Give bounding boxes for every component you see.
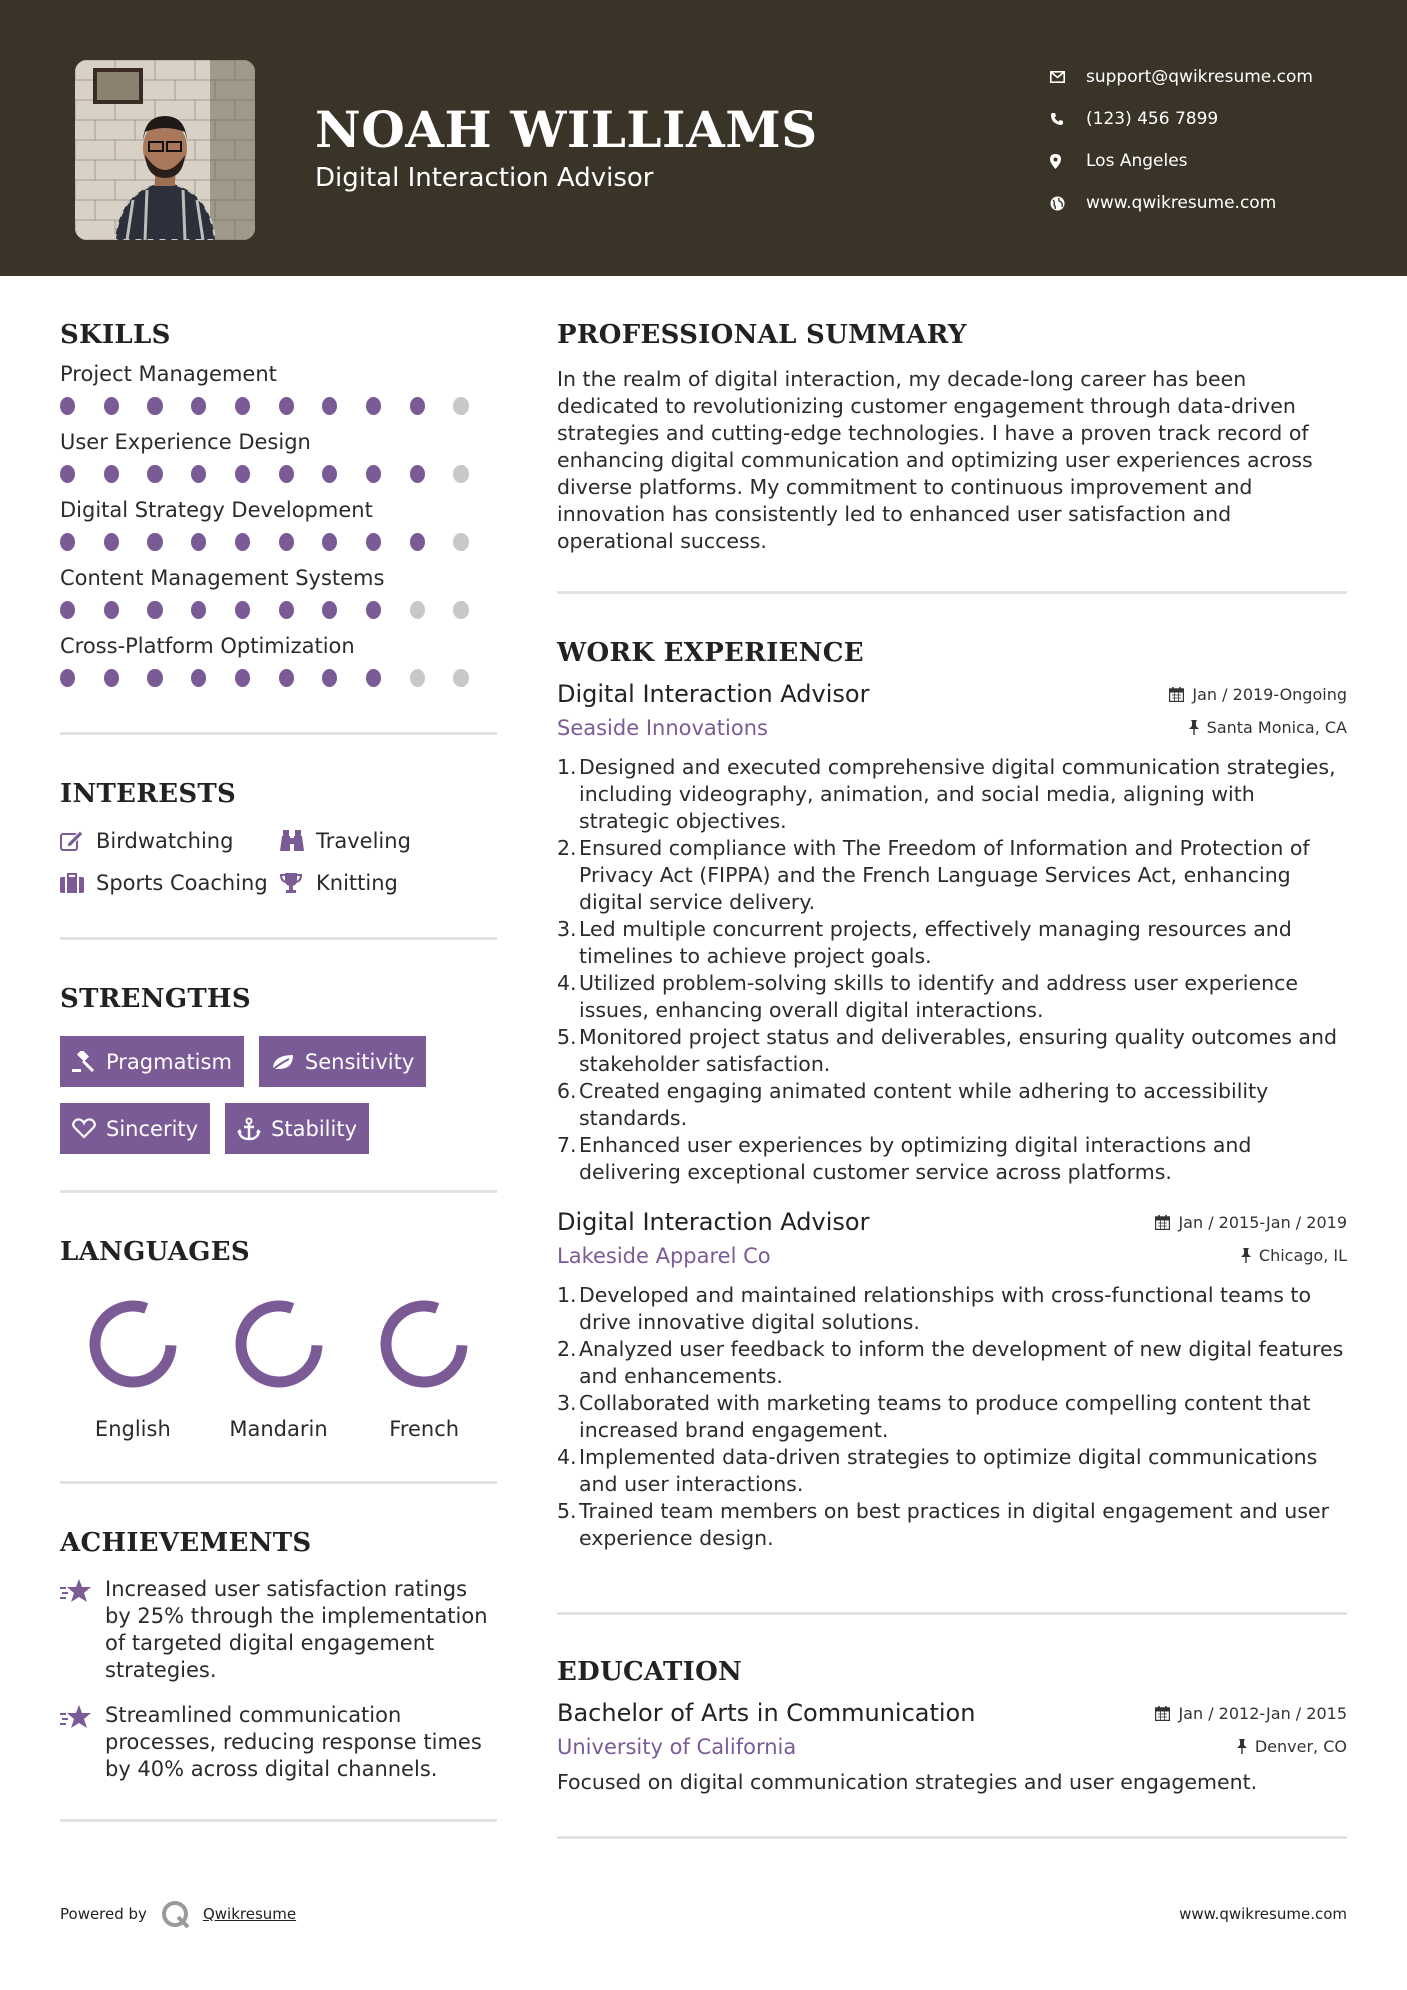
rating-dot-filled — [104, 669, 119, 687]
rating-dot-empty — [453, 397, 468, 415]
section-divider — [557, 591, 1347, 594]
rating-dot-filled — [235, 533, 250, 551]
achievements-section — [60, 1528, 497, 1783]
education-dates-text: Jan / 2012-Jan / 2015 — [1178, 1704, 1347, 1723]
language-name: Mandarin — [229, 1417, 328, 1441]
pencil-square-icon — [60, 831, 96, 851]
profile-photo — [75, 60, 255, 240]
contact-location-text: Los Angeles — [1086, 151, 1188, 171]
skill-item — [60, 430, 497, 486]
language-item — [206, 1299, 352, 1441]
interest-item — [60, 871, 280, 895]
strength-label: Stability — [271, 1116, 358, 1141]
language-name: English — [94, 1417, 171, 1441]
achievement-text: Increased user satisfaction ratings by 25% through the implementation of targeted digital engagement strategies. — [105, 1577, 488, 1682]
education-description: Focused on digital communication strategies and user engagement. — [557, 1770, 1258, 1794]
strength-label: Sensitivity — [304, 1049, 415, 1074]
gavel-icon — [72, 1051, 106, 1073]
interest-label: Birdwatching — [96, 829, 234, 853]
language-level-arc — [239, 1305, 318, 1384]
job-location — [1241, 1246, 1347, 1265]
job-company: Seaside Innovations — [557, 716, 768, 740]
skill-rating — [60, 462, 497, 486]
language-level-arc — [385, 1305, 464, 1384]
achievements-heading: ACHIEVEMENTS — [60, 1528, 312, 1558]
rating-dot-filled — [366, 601, 381, 619]
anchor-icon — [237, 1117, 271, 1141]
rating-dot-filled — [60, 669, 75, 687]
rating-dot-empty — [453, 465, 468, 483]
rating-dot-filled — [322, 397, 337, 415]
strength-tag — [60, 1103, 210, 1154]
strengths-heading: STRENGTHS — [60, 984, 251, 1014]
education-dates — [1155, 1704, 1347, 1723]
star-icon — [60, 1702, 105, 1783]
calendar-icon — [1155, 1706, 1170, 1721]
left-column — [60, 320, 497, 1822]
contact-email-text: support@qwikresume.com — [1086, 67, 1313, 87]
skill-item — [60, 566, 497, 622]
job-bullet: 2. Analyzed user feedback to inform the development of new digital features and enhancements. — [557, 1337, 1344, 1388]
rating-dot-filled — [235, 669, 250, 687]
summary-heading: PROFESSIONAL SUMMARY — [557, 320, 967, 350]
rating-dot-filled — [191, 397, 206, 415]
interest-label: Traveling — [316, 829, 411, 853]
job-location-text: Santa Monica, CA — [1206, 718, 1347, 737]
leaf-icon — [271, 1053, 305, 1071]
pushpin-icon — [1237, 1739, 1247, 1754]
skills-section — [60, 320, 497, 690]
skill-name: Content Management Systems — [60, 566, 385, 590]
rating-dot-filled — [279, 533, 294, 551]
job-dates — [1155, 1213, 1347, 1232]
phone-icon — [1050, 112, 1086, 126]
section-divider — [557, 1612, 1347, 1615]
rating-dot-filled — [322, 669, 337, 687]
calendar-icon — [1155, 1215, 1170, 1230]
language-level-ring — [88, 1299, 178, 1389]
rating-dot-filled — [235, 397, 250, 415]
candidate-name: NOAH WILLIAMS — [315, 100, 818, 159]
contact-phone-text: (123) 456 7899 — [1086, 109, 1219, 129]
resume-header — [0, 0, 1407, 276]
rating-dot-filled — [147, 669, 162, 687]
rating-dot-empty — [453, 669, 468, 687]
interest-label: Knitting — [316, 871, 398, 895]
candidate-title: Digital Interaction Advisor — [315, 163, 654, 193]
job-dates-text: Jan / 2015-Jan / 2019 — [1178, 1213, 1347, 1232]
rating-dot-filled — [279, 601, 294, 619]
strength-tag — [60, 1036, 244, 1087]
rating-dot-filled — [104, 465, 119, 483]
job-dates-text: Jan / 2019-Ongoing — [1192, 685, 1347, 704]
pushpin-icon — [1241, 1248, 1251, 1263]
summary-text: In the realm of digital interaction, my decade-long career has been dedicated to revolutionizing customer engagement through data-driven strategies and cutting-edge technologies. I have a proven track record of enhancing digital communication and optimizing user experiences across diverse platforms. My commitment to continuous improvement and innovation has consistently led to enhanced user satisfaction and operational success. — [557, 367, 1313, 553]
strength-label: Sincerity — [106, 1116, 199, 1141]
powered-by-text: Powered by — [60, 1905, 147, 1923]
languages-section — [60, 1237, 497, 1441]
skill-rating — [60, 530, 497, 554]
pushpin-icon — [1189, 720, 1199, 735]
interest-item — [280, 871, 480, 895]
rating-dot-filled — [60, 601, 75, 619]
rating-dot-filled — [60, 465, 75, 483]
section-divider — [60, 1481, 497, 1484]
language-item — [60, 1299, 206, 1441]
section-divider — [60, 732, 497, 735]
job-bullet: 3. Led multiple concurrent projects, effectively managing resources and timelines to achieve project goals. — [557, 917, 1292, 968]
rating-dot-filled — [147, 397, 162, 415]
rating-dot-filled — [410, 397, 425, 415]
rating-dot-filled — [191, 465, 206, 483]
footer-powered-by — [60, 1900, 296, 1928]
rating-dot-filled — [410, 533, 425, 551]
rating-dot-filled — [147, 465, 162, 483]
contact-email[interactable] — [1050, 56, 1313, 98]
interests-heading: INTERESTS — [60, 779, 237, 809]
section-divider — [60, 1819, 497, 1822]
rating-dot-filled — [60, 397, 75, 415]
binoculars-icon — [280, 830, 316, 852]
education-heading: EDUCATION — [557, 1657, 743, 1687]
languages-heading: LANGUAGES — [60, 1237, 250, 1267]
degree-title: Bachelor of Arts in Communication — [557, 1699, 976, 1727]
skills-heading: SKILLS — [60, 320, 171, 350]
job-bullets — [557, 754, 1347, 1186]
job-bullet: 5. Trained team members on best practices in digital engagement and user experience design. — [557, 1499, 1329, 1550]
skill-item — [60, 634, 497, 690]
skill-name: Cross-Platform Optimization — [60, 634, 355, 658]
education-location-text: Denver, CO — [1254, 1737, 1347, 1756]
section-divider — [60, 937, 497, 940]
school-name: University of California — [557, 1735, 797, 1759]
rating-dot-filled — [279, 397, 294, 415]
right-column — [557, 320, 1347, 1839]
language-name: French — [389, 1417, 460, 1441]
briefcase-icon — [60, 873, 96, 893]
rating-dot-filled — [191, 601, 206, 619]
language-level-ring — [379, 1299, 469, 1389]
job-bullets — [557, 1282, 1347, 1552]
rating-dot-filled — [322, 533, 337, 551]
rating-dot-filled — [366, 465, 381, 483]
language-level-ring — [234, 1299, 324, 1389]
skill-item — [60, 362, 497, 418]
rating-dot-filled — [279, 465, 294, 483]
qwikresume-logo-icon — [161, 1900, 191, 1928]
calendar-icon — [1169, 687, 1184, 702]
rating-dot-filled — [147, 601, 162, 619]
envelope-icon — [1050, 71, 1086, 83]
strength-label: Pragmatism — [106, 1049, 232, 1074]
job-bullet: 7. Enhanced user experiences by optimizing digital interactions and delivering exceptional customer service across platforms. — [557, 1133, 1252, 1184]
location-pin-icon — [1050, 154, 1086, 169]
job-bullet: 6. Created engaging animated content while adhering to accessibility standards. — [557, 1079, 1269, 1130]
job-company: Lakeside Apparel Co — [557, 1244, 771, 1268]
summary-section — [557, 320, 1347, 555]
skill-name: Project Management — [60, 362, 277, 386]
contact-website[interactable] — [1050, 182, 1313, 224]
section-divider — [557, 1836, 1347, 1839]
skill-rating — [60, 666, 497, 690]
skill-rating — [60, 598, 497, 622]
rating-dot-filled — [279, 669, 294, 687]
strength-tag — [259, 1036, 426, 1087]
strength-tag — [225, 1103, 369, 1154]
job-bullet: 1. Designed and executed comprehensive digital communication strategies, including videography, animation, and social media, aligning with strategic objectives. — [557, 755, 1336, 833]
rating-dot-filled — [60, 533, 75, 551]
contact-phone[interactable] — [1050, 98, 1313, 140]
job-entry — [557, 1208, 1347, 1552]
experience-heading: WORK EXPERIENCE — [557, 638, 864, 668]
education-location — [1237, 1737, 1347, 1756]
job-location-text: Chicago, IL — [1258, 1246, 1347, 1265]
rating-dot-filled — [191, 669, 206, 687]
rating-dot-filled — [366, 397, 381, 415]
rating-dot-filled — [322, 465, 337, 483]
language-item — [351, 1299, 497, 1441]
job-dates — [1169, 685, 1347, 704]
skill-rating — [60, 394, 497, 418]
contact-website-text: www.qwikresume.com — [1086, 193, 1277, 213]
job-bullet: 5. Monitored project status and deliverables, ensuring quality outcomes and stakeholder satisfaction. — [557, 1025, 1337, 1076]
rating-dot-filled — [104, 601, 119, 619]
rating-dot-empty — [453, 601, 468, 619]
rating-dot-empty — [410, 669, 425, 687]
trophy-icon — [280, 872, 316, 894]
interest-item — [60, 829, 280, 853]
rating-dot-filled — [366, 669, 381, 687]
footer-url[interactable]: www.qwikresume.com — [1179, 1905, 1347, 1923]
brand-link[interactable]: Qwikresume — [202, 1905, 297, 1923]
language-level-arc — [94, 1305, 173, 1384]
rating-dot-filled — [147, 533, 162, 551]
globe-icon — [1050, 196, 1086, 211]
contact-list — [1050, 56, 1313, 224]
section-divider — [60, 1190, 497, 1193]
rating-dot-filled — [235, 465, 250, 483]
rating-dot-filled — [410, 465, 425, 483]
achievement-item — [60, 1702, 497, 1783]
skill-name: User Experience Design — [60, 430, 311, 454]
experience-section — [557, 638, 1347, 1552]
rating-dot-empty — [410, 601, 425, 619]
rating-dot-empty — [453, 533, 468, 551]
achievement-item — [60, 1576, 497, 1684]
star-icon — [60, 1576, 105, 1684]
interest-item — [280, 829, 480, 853]
rating-dot-filled — [104, 533, 119, 551]
skill-item — [60, 498, 497, 554]
education-section — [557, 1657, 1347, 1796]
interests-section — [60, 779, 497, 895]
rating-dot-filled — [366, 533, 381, 551]
job-title: Digital Interaction Advisor — [557, 680, 870, 708]
job-bullet: 4. Utilized problem-solving skills to identify and address user experience issues, enhancing overall digital interactions. — [557, 971, 1298, 1022]
strengths-section — [60, 984, 497, 1154]
interest-label: Sports Coaching — [96, 871, 268, 895]
job-bullet: 3. Collaborated with marketing teams to produce compelling content that increased brand engagement. — [557, 1391, 1311, 1442]
rating-dot-filled — [191, 533, 206, 551]
job-bullet: 2. Ensured compliance with The Freedom of Information and Protection of Privacy Act (FIPPA) and the French Language Services Act, enhancing digital service delivery. — [557, 836, 1310, 914]
rating-dot-filled — [322, 601, 337, 619]
heart-icon — [72, 1118, 106, 1139]
job-location — [1189, 718, 1347, 737]
rating-dot-filled — [104, 397, 119, 415]
skill-name: Digital Strategy Development — [60, 498, 373, 522]
job-title: Digital Interaction Advisor — [557, 1208, 870, 1236]
contact-location — [1050, 140, 1313, 182]
rating-dot-filled — [235, 601, 250, 619]
job-entry — [557, 680, 1347, 1186]
job-bullet: 1. Developed and maintained relationships with cross-functional teams to drive innovative digital solutions. — [557, 1283, 1311, 1334]
achievement-text: Streamlined communication processes, reducing response times by 40% across digital channels. — [105, 1703, 482, 1781]
job-bullet: 4. Implemented data-driven strategies to optimize digital communications and user interactions. — [557, 1445, 1318, 1496]
